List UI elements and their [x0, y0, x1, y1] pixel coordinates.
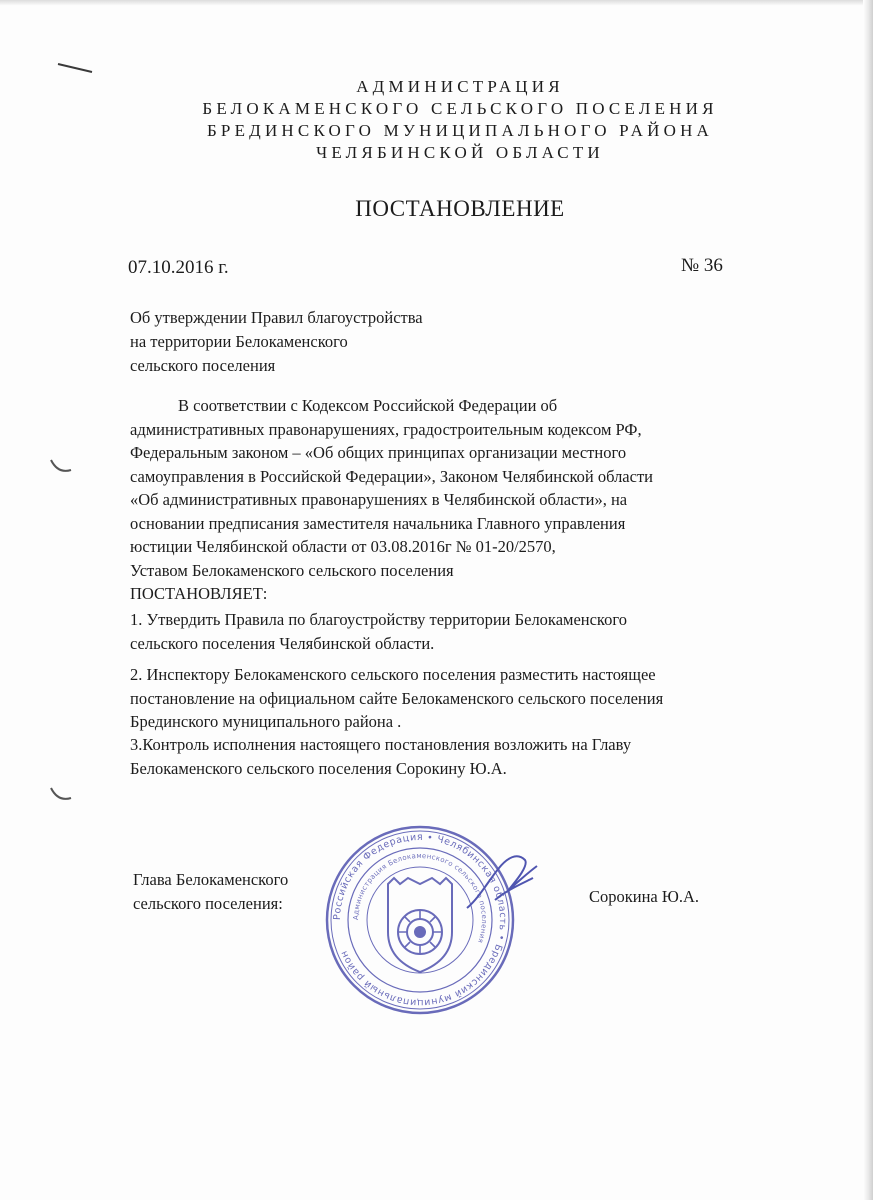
scan-edge-top [0, 0, 873, 6]
handwritten-signature [455, 838, 545, 918]
stamp-outer-text: Российская Федерация • Челябинская область • Брединский муниципальный район [331, 831, 509, 1009]
preamble-line: юстиции Челябинской области от 03.08.2016г № 01-20/2570, [130, 537, 556, 556]
item-line: 3.Контроль исполнения настоящего постановления возложить на Главу [130, 735, 632, 754]
document-title: ПОСТАНОВЛЕНИЕ [355, 196, 565, 221]
preamble [130, 394, 760, 606]
subject-line: на территории Белокаменского [130, 332, 348, 351]
preamble-line: Уставом Белокаменского сельского поселения [130, 560, 454, 580]
header-line: БЕЛОКАМЕНСКОГО СЕЛЬСКОГО ПОСЕЛЕНИЯ [202, 99, 718, 118]
scan-edge-right [863, 0, 873, 1200]
preamble-line: административных правонарушениях, градостроительным кодексом РФ, [130, 419, 642, 439]
signer-title [133, 868, 288, 916]
item-line: Белокаменского сельского поселения Сорокину Ю.А. [130, 758, 507, 778]
preamble-line: самоуправления в Российской Федерации», Законом Челябинской области [130, 466, 653, 486]
resolution-item-1 [130, 608, 770, 655]
signer-name: Сорокина Ю.А. [589, 887, 700, 906]
preamble-line: Федеральным законом – «Об общих принципах организации местного [130, 443, 627, 462]
coat-of-arms-icon [388, 878, 452, 972]
preamble-line: основании предписания заместителя начальника Главного управления [130, 513, 626, 533]
document-subject [130, 306, 423, 378]
subject-line: Об утверждении Правил благоустройства [130, 308, 423, 327]
item-line: постановление на официальном сайте Белокаменского сельского поселения [130, 688, 664, 708]
scan-mark [56, 58, 96, 78]
item-line: 1. Утвердить Правила по благоустройству территории Белокаменского [130, 610, 627, 629]
punch-hole-mark [48, 456, 74, 480]
preamble-line: «Об административных правонарушениях в Челябинской области», на [130, 490, 628, 509]
preamble-line: В соответствии с Кодексом Российской Федерации об [178, 396, 558, 415]
item-line: сельского поселения Челябинской области. [130, 633, 435, 653]
header-line: ЧЕЛЯБИНСКОЙ ОБЛАСТИ [316, 143, 604, 162]
resolution-item-3 [130, 733, 770, 780]
signer-title-line: Глава Белокаменского [133, 870, 289, 889]
subject-line: сельского поселения [130, 356, 276, 375]
signer-title-line: сельского поселения: [133, 894, 283, 913]
item-line: 2. Инспектору Белокаменского сельского поселения разместить настоящее [130, 665, 656, 684]
document-header [130, 76, 790, 164]
header-line: АДМИНИСТРАЦИЯ [356, 77, 564, 96]
punch-hole-mark [48, 784, 74, 808]
document-number: № 36 [681, 255, 723, 276]
stamp-inner-text: Администрация Белокаменского сельского поселения [351, 851, 489, 945]
preamble-line: ПОСТАНОВЛЯЕТ: [130, 584, 268, 603]
item-line: Брединского муниципального района . [130, 712, 402, 731]
resolution-item-2 [130, 663, 770, 734]
document-date: 07.10.2016 г. [128, 257, 229, 278]
header-line: БРЕДИНСКОГО МУНИЦИПАЛЬНОГО РАЙОНА [206, 121, 714, 140]
